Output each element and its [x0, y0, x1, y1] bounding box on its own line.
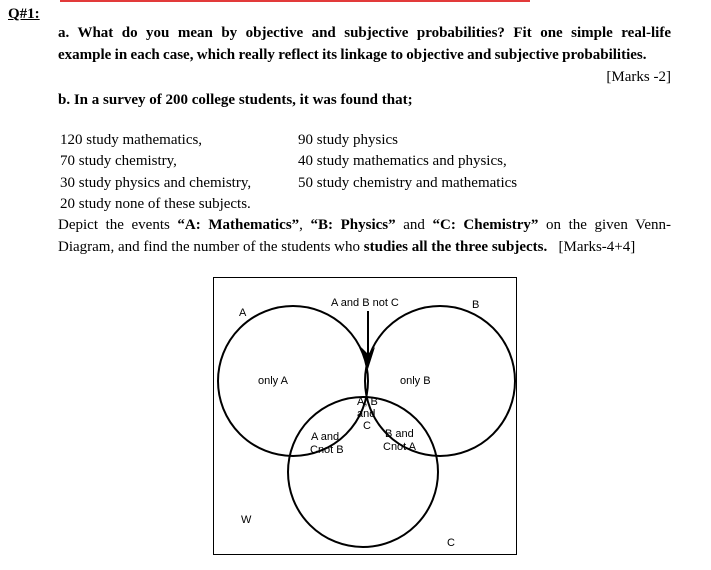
label-w: W [241, 514, 252, 526]
event-a: “A: Mathematics” [177, 217, 300, 233]
label-b: B [472, 299, 480, 311]
label-a-and-c-1: A and [311, 431, 340, 443]
part-a-marks: [Marks -2] [606, 69, 671, 85]
label-abc-2: and [357, 408, 376, 420]
label-a: A [239, 307, 247, 319]
fact-chemistry: 70 study chemistry, [60, 153, 177, 169]
label-b-and-c-2: Cnot A [383, 441, 417, 453]
label-only-a: only A [258, 375, 288, 387]
event-c: “C: Chemistry” [432, 217, 539, 233]
fact-physics-chemistry: 30 study physics and chemistry, [60, 175, 252, 191]
part-b-heading: b. In a survey of 200 college students, it was found that; [58, 92, 413, 108]
label-abc-3: C [363, 420, 371, 432]
venn-svg [214, 278, 516, 554]
question-number: Q#1: [8, 6, 40, 22]
part-a-line1: a. What do you mean by objective and subjective probabilities? Fit one simple real-life [58, 25, 671, 41]
label-b-and-c-1: B and [385, 428, 414, 440]
fact-chemistry-math: 50 study chemistry and mathematics [298, 175, 518, 191]
label-a-and-b-not-c: A and B not C [331, 297, 399, 309]
fact-math: 120 study mathematics, [60, 132, 203, 148]
circle-a [218, 306, 368, 456]
top-red-rule [60, 0, 530, 2]
task-line2: Diagram, and find the number of the students who studies all the three subjects. [Marks-4+4] [58, 239, 636, 255]
label-only-b: only B [400, 375, 431, 387]
task-line1: Depict the events “A: Mathematics”, “B: Physics” and “C: Chemistry” on the given Venn- [58, 217, 671, 233]
event-b: “B: Physics” [310, 217, 396, 233]
label-c: C [447, 537, 455, 549]
task-bold: studies all the three subjects. [363, 239, 548, 255]
fact-physics: 90 study physics [298, 132, 399, 148]
label-abc-1: A, B [357, 396, 378, 408]
part-b-marks: [Marks-4+4] [558, 239, 636, 255]
fact-math-physics: 40 study mathematics and physics, [298, 153, 507, 169]
fact-none: 20 study none of these subjects. [60, 196, 251, 212]
label-a-and-c-2: Cnot B [310, 444, 344, 456]
part-a-line2: example in each case, which really reflect its linkage to objective and subjective probabilities. [58, 47, 647, 63]
venn-diagram [213, 277, 517, 555]
